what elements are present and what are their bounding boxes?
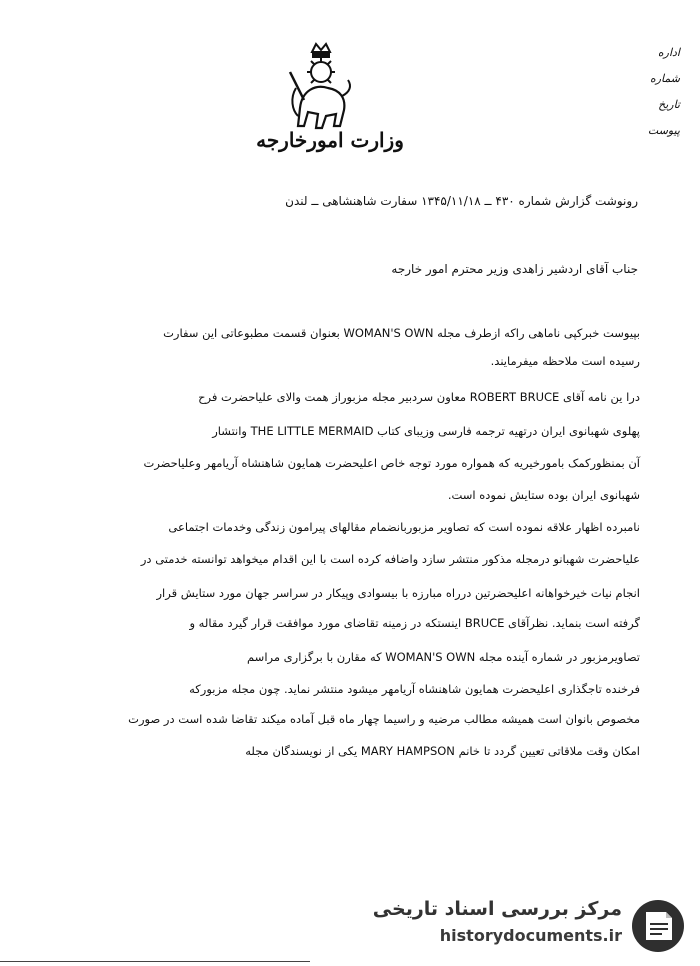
field-label-attachment: پیوست <box>647 124 680 137</box>
body-line: نامبرده اظهار علاقه نموده است که تصاویر مزبوربانضمام مقالهای پیرامون زندگی وخدمات اجتماعی <box>168 520 640 534</box>
body-line: درا ین نامه آقای ROBERT BRUCE معاون سردبیر مجله مزبوراز همت والای علیاحضرت فرح <box>198 390 640 404</box>
ministry-title: وزارت امورخارجه <box>256 128 404 152</box>
body-line: مخصوص بانوان است همیشه مطالب مرضیه و راسیما چهار ماه قبل آماده میکند تقاضا شده است در صورت <box>128 712 640 726</box>
field-label-office: اداره <box>657 46 680 59</box>
letterhead-fields <box>620 40 680 144</box>
archive-center-name: مرکز بررسی اسناد تاریخی <box>372 898 622 920</box>
archive-url: historydocuments.ir <box>439 926 622 945</box>
body-line: امکان وقت ملاقاتی تعیین گردد تا خانم MARY HAMPSON یکی از نویسندگان مجله <box>245 744 640 758</box>
document-center-logo-icon <box>630 898 686 954</box>
body-line: تصاویرمزبور در شماره آینده مجله WOMAN'S OWN که مقارن با برگزاری مراسم <box>247 650 640 664</box>
salutation: جناب آقای اردشیر زاهدی وزیر محترم امور خارجه <box>391 262 638 276</box>
body-line: پهلوی شهبانوی ایران درتهیه ترجمه فارسی وزیبای کتاب THE LITTLE MERMAID وانتشار <box>212 424 640 438</box>
body-line: فرخنده تاجگذاری اعلیحضرت همایون شاهنشاه آریامهر میشود منتشر نماید. چون مجله مزبورکه <box>189 682 640 696</box>
body-line: رسیده است ملاحظه میفرمایند. <box>490 354 640 368</box>
body-line: علیاحضرت شهبانو درمجله مذکور منتشر سازد واضافه کرده است با این اقدام میخواهد توانسته خدمتی در <box>140 552 640 566</box>
body-line: بپیوست خبرکپی ناماهی راکه ازطرف مجله WOMAN'S OWN بعنوان قسمت مطبوعاتی این سفارت <box>163 326 640 340</box>
lion-and-sun-emblem-icon <box>282 38 360 138</box>
field-label-number: شماره <box>649 72 680 85</box>
archive-watermark <box>372 894 686 956</box>
body-line: شهبانوی ایران بوده ستایش نموده است. <box>447 488 640 502</box>
footer-rule <box>0 961 310 962</box>
reference-line: رونوشت گزارش شماره ۴۳۰ ــ ۱۳۴۵/۱۱/۱۸ سفارت شاهنشاهی ــ لندن <box>285 194 638 208</box>
body-line: گرفته است بنماید. نظرآقای BRUCE اینستکه در زمینه تقاضای مورد موافقت قرار گیرد مقاله و <box>189 616 640 630</box>
body-line: آن بمنظورکمک بامورخیریه که همواره مورد توجه خاص اعلیحضرت همایون شاهنشاه آریامهر وعلیاحضرت <box>143 456 640 470</box>
body-line: انجام نیات خیرخواهانه اعلیحضرتین درراه مبارزه با بیسوادی وپیکار در سراسر جهان مورد ستایش قرار <box>156 586 640 600</box>
field-label-date: تاریخ <box>658 98 680 111</box>
